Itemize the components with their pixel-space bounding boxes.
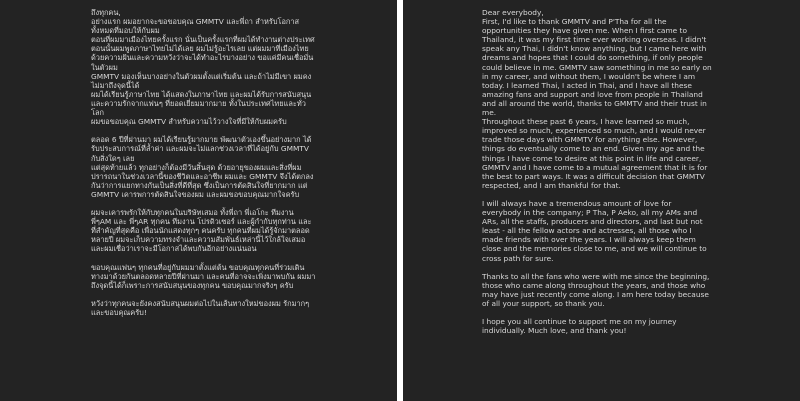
thai-paragraph-4: ขอบคุณแฟนๆ ทุกคนที่อยู่กับผมมาตั้งแต่ต้น ขอบคุณทุกคนที่ร่วมเดินทางมาด้วยกันตลอดหลายปีที่ผ่านมา และคนที่อาจจะเพิ่งมาพบกัน ผมมาถึงจุดนี้ได้ก็เพราะการสนับสนุนของทุกคน ขอบคุณมากจริงๆ ครับ: [91, 262, 316, 290]
english-letter-panel: [403, 0, 800, 401]
english-letter-text: [482, 8, 712, 335]
thai-letter-text: [91, 8, 316, 317]
thai-paragraph-5: หวังว่าทุกคนจะยังคงสนับสนุนผมต่อไปในเส้นทางใหม่ของผม รักมากๆ และขอบคุณครับ!: [91, 299, 312, 318]
english-paragraph-4: Thanks to all the fans who were with me since the beginning, those who came along throughout the years, and those who may have just recently come along. I am here today because of all your support, so thank you.: [482, 271, 712, 308]
english-paragraph-1: Dear everybody, First, I'd like to thank GMMTV and P'Tha for all the opportunities they have given me. When I first came to Thailand, it was my first time ever working overseas. I didn't speak any Thai, I didn't know anything, but I came here with dreams and hopes that I could do something, if only people could believe in me. GMMTV saw something in me so early on in my career, and without them, I wouldn't be where I am today. I learned Thai, I acted in Thai, and I have all these amazing fans and support and love from people in Thailand and all around the world, thanks to GMMTV and their trust in me.: [482, 8, 712, 118]
english-paragraph-2: Throughout these past 6 years, I have learned so much, improved so much, experienced so much, and I would never trade those days with GMMTV for anything else. However, things do eventually come to an end. Given my age and the things I have come to desire at this point in life and career, GMMTV and I have come to a mutual agreement that it is for the best to part ways. It was a difficult decision that GMMTV respected, and I am thankful for that.: [482, 117, 710, 190]
thai-paragraph-1: ถึงทุกคน, อย่างแรก ผมอยากจะขอขอบคุณ GMMTV และพี่ถา สำหรับโอกาสทั้งหมดที่มอบให้กับผม ตอนที่ผมมาเมืองไทยครั้งแรก นั่นเป็นครั้งแรกที่ผมได้ทำงานต่างประเทศ ตอนนั้นผมพูดภาษาไทยไม่ได้เลย ผมไม่รู้อะไรเลย แต่ผมมาที่เมืองไทยด้วยความฝันและความหวังว่าจะได้ทำอะไรบางอย่าง ขอแค่มีคนเชื่อมั่นในตัวผม GMMTV มองเห็นบางอย่างในตัวผมตั้งแต่เริ่มต้น และถ้าไม่มีเขา ผมคงไม่มาถึงจุดนี้ได้ ผมได้เรียนรู้ภาษาไทย ได้แสดงในภาษาไทย และผมได้รับการสนับสนุนและความรักจากแฟนๆ ที่ยอดเยี่ยมมากมาย ทั้งในประเทศไทยและทั่วโลก ผมขอขอบคุณ GMMTV สำหรับความไว้วางใจที่มีให้กับผมครับ: [91, 8, 315, 127]
thai-paragraph-3: ผมจะเคารพรักให้กับทุกคนในบริษัทเสมอ ทั้งพี่ถา พี่เอโกะ ทีมงาน พี่ๆAM และ พี่ๆAR ทุกคน ทีมงาน โปรดิวเซอร์ และผู้กำกับทุกท่าน และที่สำคัญที่สุดคือ เพื่อนนักแสดงทุกๆ คนครับ ทุกคนที่ผมได้รู้จักมาตลอดหลายปี ผมจะเก็บความทรงจำและความสัมพันธ์เหล่านี้ไว้ใกล้ใจเสมอ และผมเชื่อว่าเราจะมีโอกาสได้พบกันอีกอย่างแน่นอน: [91, 208, 312, 254]
english-paragraph-3: I will always have a tremendous amount of love for everybody in the company; P Tha, P Aeko, all my AMs and ARs, all the staffs, producers and directors, and last but not least - all the fellow actors and actresses, all those who I made friends with over the years. I will always keep them close and the memories close to me, and we will continue to cross path for sure.: [482, 198, 710, 263]
english-paragraph-5: I hope you all continue to support me on my journey individually. Much love, and thank you!: [482, 317, 679, 336]
thai-letter-panel: [0, 0, 397, 401]
thai-paragraph-2: ตลอด 6 ปีที่ผ่านมา ผมได้เรียนรู้มากมาย พัฒนาตัวเองขึ้นอย่างมาก ได้รับประสบการณ์ที่ล้ำค่า และผมจะไม่แลกช่วงเวลาที่ได้อยู่กับ GMMTV กับสิ่งใดๆ เลย แต่สุดท้ายแล้ว ทุกอย่างก็ต้องมีวันสิ้นสุด ด้วยอายุของผมและสิ่งที่ผมปรารถนาในช่วงเวลานี้ของชีวิตและอาชีพ ผมและ GMMTV จึงได้ตกลงกันว่าการแยกทางกันเป็นสิ่งที่ดีที่สุด ซึ่งเป็นการตัดสินใจที่ยากมาก แต่ GMMTV เคารพการตัดสินใจของผม และผมขอขอบคุณมากใจครับ: [91, 135, 314, 199]
